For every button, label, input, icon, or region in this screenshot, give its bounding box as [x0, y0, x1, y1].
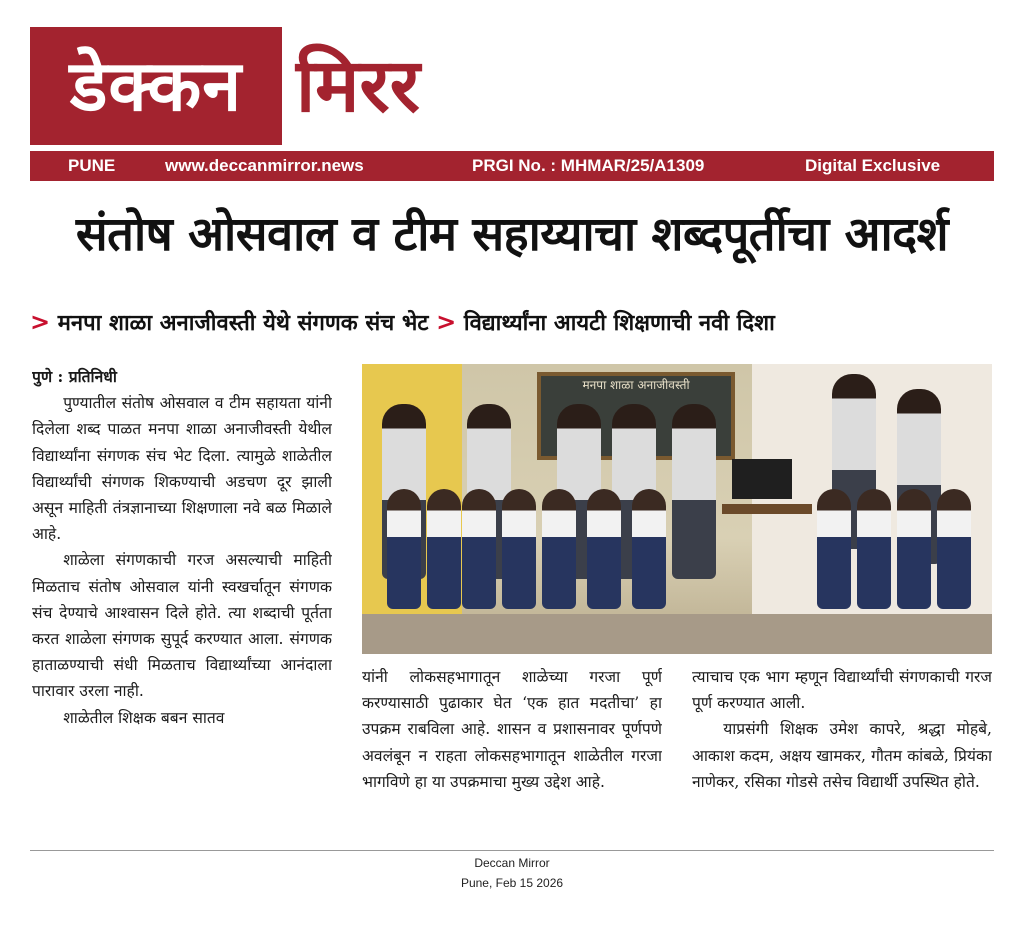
- paragraph: शाळेतील शिक्षक बबन सातव: [63, 708, 225, 727]
- arrow-icon: >: [30, 308, 51, 336]
- website-link[interactable]: www.deccanmirror.news: [165, 156, 364, 175]
- student-figure: [632, 489, 666, 609]
- student-figure: [502, 489, 536, 609]
- footer-publication: Deccan Mirror: [474, 856, 550, 870]
- blackboard-text: मनपा शाळा अनाजीवस्ती: [582, 378, 690, 392]
- article-photo: [362, 364, 992, 654]
- student-figure: [387, 489, 421, 609]
- student-figure: [542, 489, 576, 609]
- paragraph: शाळेला संगणकाची गरज असल्याची माहिती मिळताच संतोष ओसवाल यांनी स्वखर्चातून संगणक संच देण्याचे आश्वासन दिले होते. त्या शब्दाची पूर्तता करत शाळेला संगणक सुपूर्द करण्यात आला. संगणक हाताळण्याची संधी मिळताच विद्यार्थ्यांच्या आनंदाला पारावार उरला नाही.: [32, 551, 332, 701]
- paragraph: यांनी लोकसहभागातून शाळेच्या गरजा पूर्ण करण्यासाठी पुढाकार घेत ‘एक हात मदतीचा’ हा उपक्रम राबविला आहे. शासन व प्रशासनावर पूर्णपणे अवलंबून न राहता लोकसहभागातून शाळेतील गरजा भागविणे हा या उपक्रमाचा मुख्य उद्देश आहे.: [362, 668, 662, 791]
- student-figure: [462, 489, 496, 609]
- dateline: पुणे : प्रतिनिधी: [32, 367, 117, 386]
- subhead-part-1: मनपा शाळा अनाजीवस्ती येथे संगणक संच भेट: [57, 311, 429, 336]
- article-column-3: [692, 664, 992, 844]
- city-label: PUNE: [68, 156, 116, 175]
- logo-word-deccan: डेक्कन: [30, 27, 282, 145]
- student-figure: [427, 489, 461, 609]
- subhead-part-2: विद्यार्थ्यांना आयटी शिक्षणाची नवी दिशा: [463, 311, 775, 336]
- footer-divider: [30, 850, 994, 851]
- article-column-2: [362, 664, 662, 844]
- student-figure: [937, 489, 971, 609]
- prgi-number: PRGI No. : MHMAR/25/A1309: [472, 156, 705, 175]
- article-subhead: [30, 302, 994, 342]
- footer-place-date: Pune, Feb 15 2026: [460, 876, 564, 890]
- photo-floor: [362, 614, 992, 654]
- masthead: [30, 27, 530, 145]
- student-figure: [897, 489, 931, 609]
- edition-tag: Digital Exclusive: [805, 156, 941, 175]
- paragraph: याप्रसंगी शिक्षक उमेश कापरे, श्रद्धा मोहबे, आकाश कदम, अक्षय खामकर, गौतम कांबळे, प्रियंका नाणेकर, रसिका गोडसे तसेच विद्यार्थी उपस्थित होते.: [692, 720, 992, 791]
- logo-word-mirror: मिरर: [296, 43, 420, 129]
- computer-monitor: [732, 459, 792, 499]
- student-figure: [857, 489, 891, 609]
- person-figure: [672, 404, 716, 579]
- info-bar: [30, 151, 994, 181]
- article-column-1: [32, 364, 332, 844]
- paragraph: पुण्यातील संतोष ओसवाल व टीम सहायता यांनी दिलेला शब्द पाळत मनपा शाळा अनाजीवस्ती येथील विद्यार्थ्यांना संगणक संच भेट दिला. त्यामुळे शाळेतील विद्यार्थ्यांची संगणक शिकण्याची अडचण दूर झाली असून माहिती तंत्रज्ञानाच्या शिक्षणाला नवे बळ मिळाले आहे.: [32, 394, 332, 544]
- arrow-icon: >: [436, 308, 457, 336]
- student-figure: [587, 489, 621, 609]
- paragraph: त्याचाच एक भाग म्हणून विद्यार्थ्यांची संगणकाची गरज पूर्ण करण्यात आली.: [692, 668, 992, 713]
- article-headline: संतोष ओसवाल व टीम सहाय्याचा शब्दपूर्तीचा आदर्श: [75, 207, 949, 262]
- student-figure: [817, 489, 851, 609]
- computer-desk: [722, 504, 812, 514]
